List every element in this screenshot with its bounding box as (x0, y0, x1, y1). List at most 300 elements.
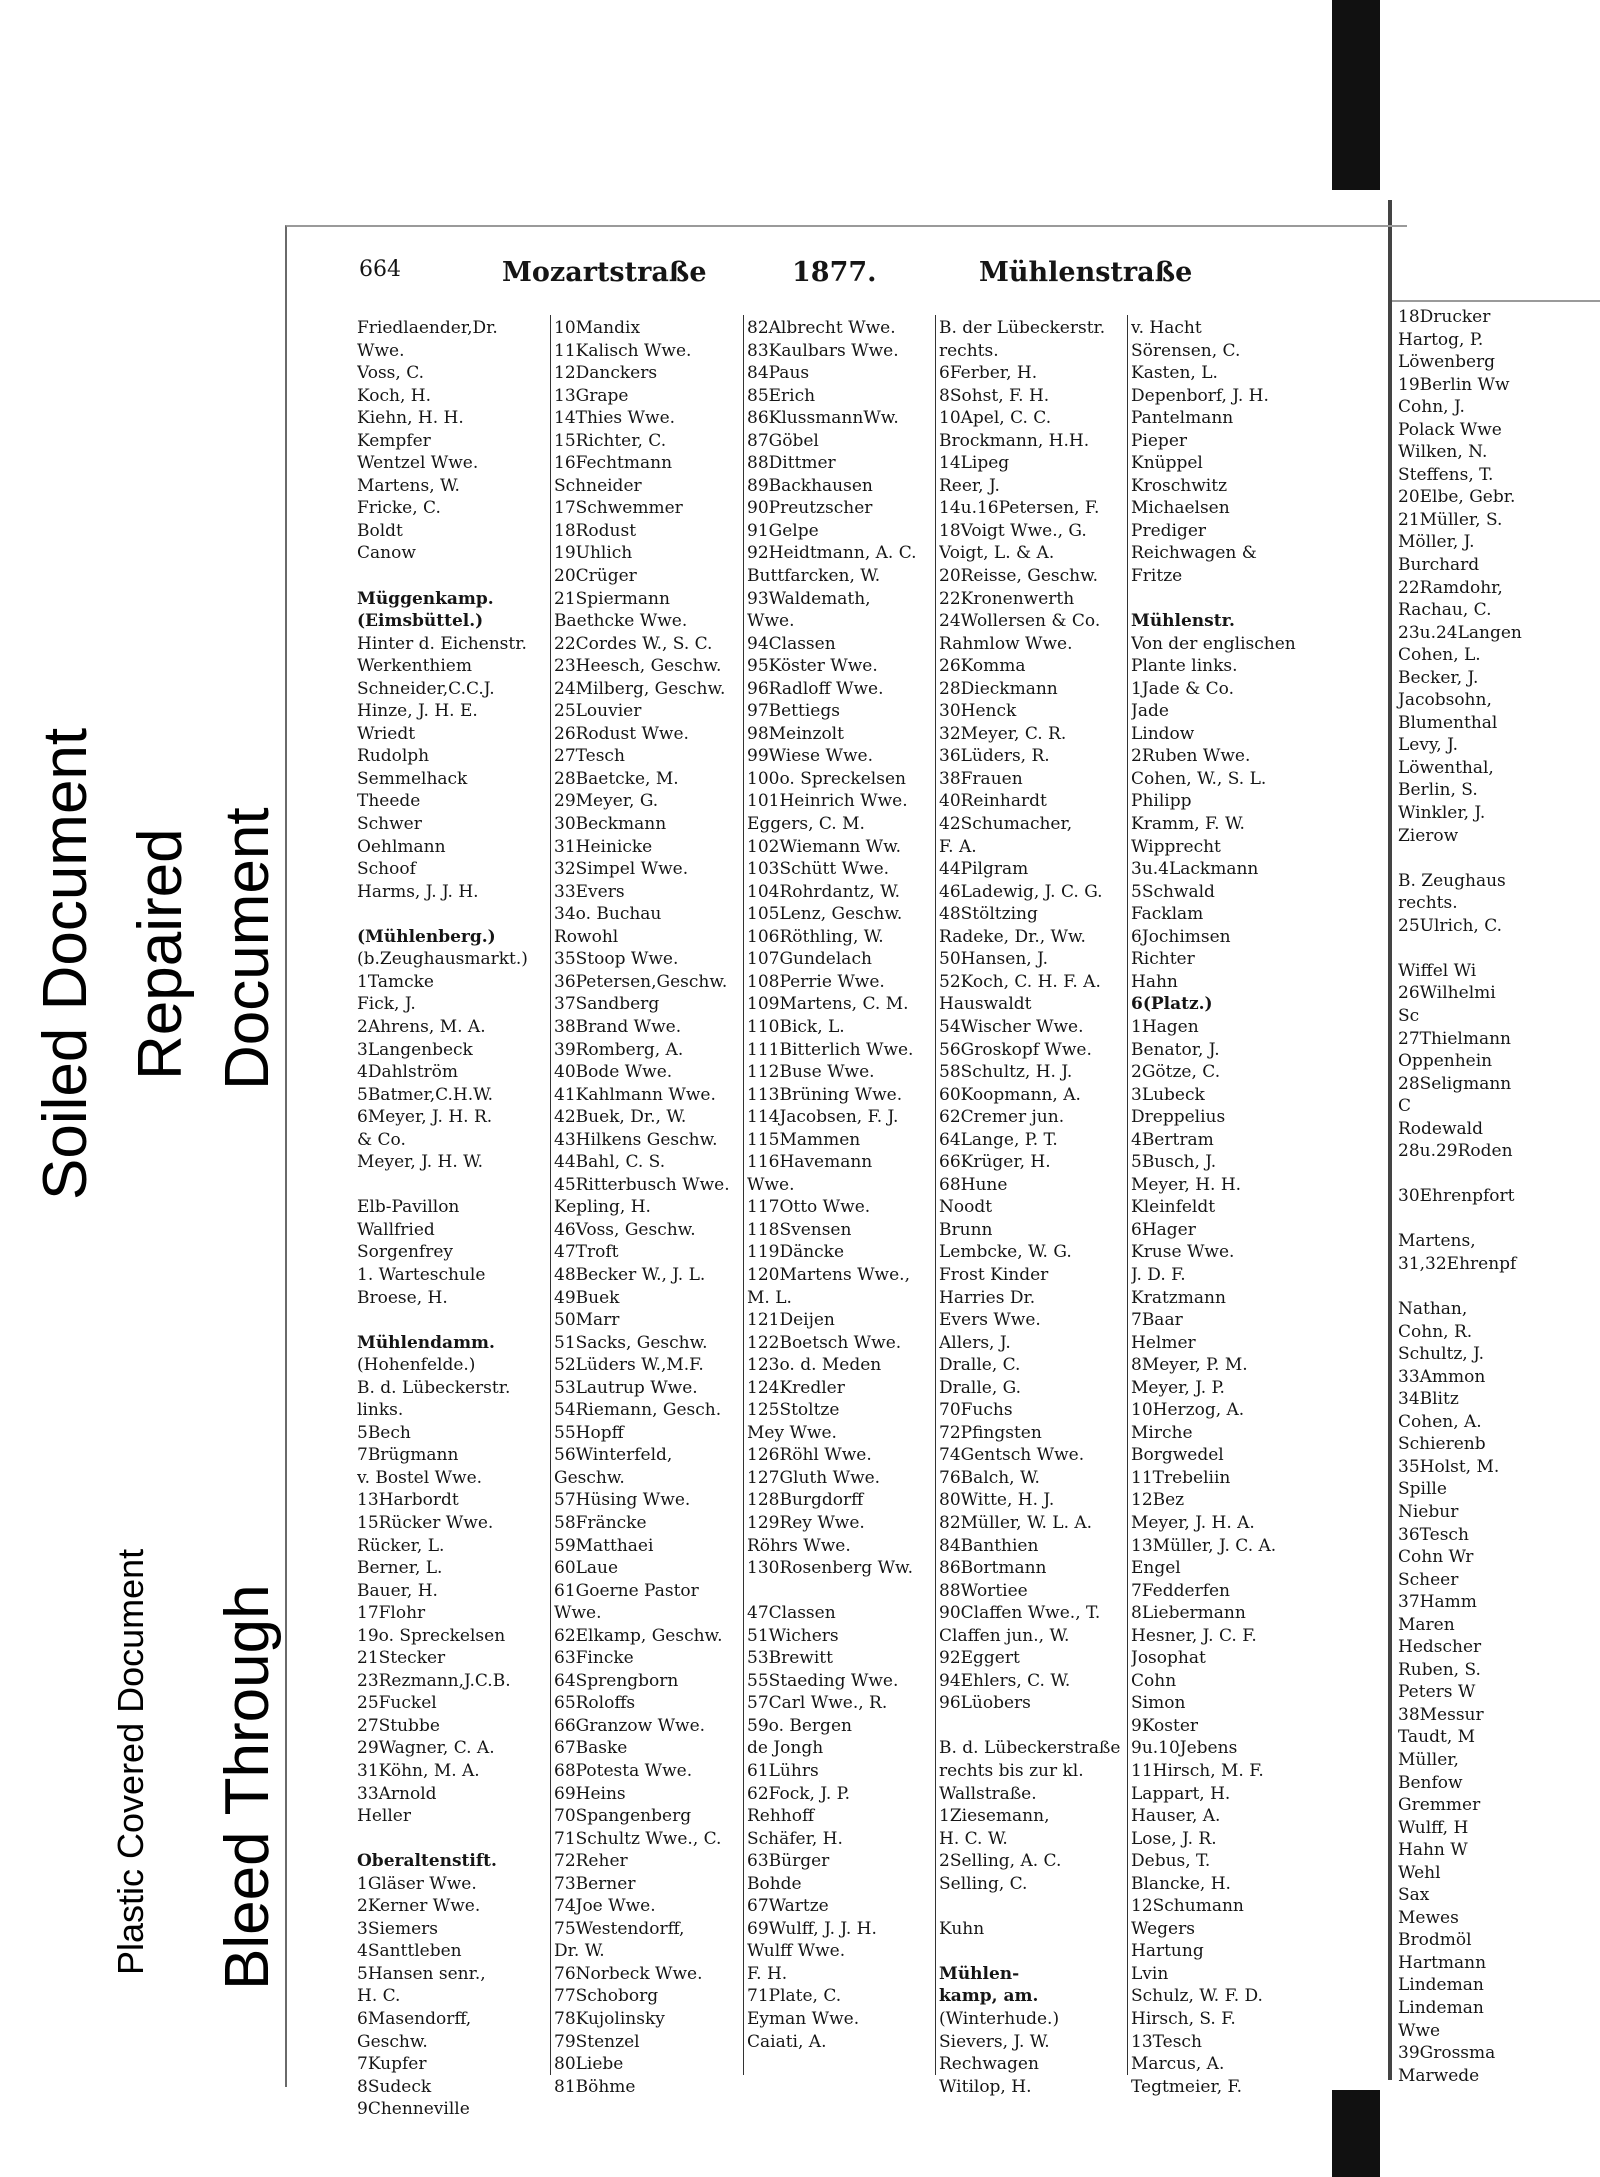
directory-entry: Prediger (1131, 520, 1207, 541)
facing-page-column (1398, 306, 1522, 2087)
directory-entry: 42Buek, Dr., W. (554, 1107, 687, 1128)
directory-entry: 59Matthaei (554, 1535, 654, 1556)
directory-entry: Meyer, H. H. (1131, 1174, 1242, 1195)
directory-entry: Kruse Wwe. (1131, 1242, 1235, 1263)
directory-entry: 100o. Spreckelsen (747, 768, 906, 789)
directory-entry: 43Hilkens Geschw. (554, 1129, 718, 1150)
directory-entry: 86KlussmannWw. (747, 408, 899, 429)
directory-entry: Wwe (1398, 2020, 1441, 2041)
directory-entry: 53Brewitt (747, 1648, 833, 1669)
directory-entry: Harms, J. J. H. (357, 881, 479, 902)
directory-entry: 33Arnold (357, 1783, 437, 1804)
directory-entry: 46Voss, Geschw. (554, 1219, 696, 1240)
repaired-label: Repaired (126, 828, 195, 1080)
directory-entry: 21Stecker (357, 1648, 446, 1669)
directory-entry: 54Riemann, Gesch. (554, 1400, 722, 1421)
directory-entry: F. A. (939, 836, 977, 857)
directory-entry: 48Becker W., J. L. (554, 1264, 706, 1285)
directory-entry: Schultz, J. (1398, 1344, 1484, 1365)
directory-entry: 14Thies Wwe. (554, 408, 676, 429)
directory-entry: 30Beckmann (554, 814, 667, 835)
directory-entry: 84Paus (747, 363, 810, 384)
directory-entry: 14Lipeg (939, 453, 1010, 474)
directory-entry: 23Rezmann,J.C.B. (357, 1670, 511, 1691)
directory-entry: 77Schoborg (554, 1986, 659, 2007)
directory-entry: 60Laue (554, 1558, 619, 1579)
directory-entry: 96Lüobers (939, 1693, 1031, 1714)
directory-entry: 70Fuchs (939, 1400, 1013, 1421)
directory-entry: Mirche (1131, 1422, 1193, 1443)
directory-entry: 69Heins (554, 1783, 626, 1804)
directory-entry: Benator, J. (1131, 1039, 1220, 1060)
directory-entry: Eyman Wwe. (747, 2009, 860, 2030)
directory-entry: 93Waldemath, (747, 588, 871, 609)
directory-entry: J. D. F. (1131, 1264, 1186, 1285)
directory-entry: Wipprecht (1131, 836, 1221, 857)
directory-entry: 31Heinicke (554, 836, 653, 857)
directory-entry: 71Plate, C. (747, 1986, 842, 2007)
directory-entry: Hirsch, S. F. (1131, 2009, 1236, 2030)
directory-entry: 82Müller, W. L. A. (939, 1512, 1093, 1533)
blank-line (1398, 1163, 1522, 1186)
directory-entry: 49Buek (554, 1287, 620, 1308)
directory-entry: 2Götze, C. (1131, 1062, 1221, 1083)
directory-entry: 6Ferber, H. (939, 363, 1038, 384)
directory-entry: Pantelmann (1131, 408, 1234, 429)
directory-entry: 124Kredler (747, 1377, 845, 1398)
directory-entry: Cohen, A. (1398, 1411, 1482, 1432)
directory-entry: 19Berlin Ww (1398, 374, 1510, 395)
directory-entry: Tegtmeier, F. (1131, 2076, 1243, 2097)
directory-column-1 (357, 317, 547, 2121)
directory-entry: 12Danckers (554, 363, 658, 384)
directory-entry: 66Krüger, H. (939, 1152, 1051, 1173)
directory-entry: Steffens, T. (1398, 464, 1494, 485)
directory-page (285, 225, 1407, 2120)
directory-entry: Meyer, J. H. A. (1131, 1512, 1255, 1533)
directory-entry: Lindow (1131, 723, 1195, 744)
directory-entry: Noodt (939, 1197, 993, 1218)
directory-entry: Oberaltenstift. (357, 1851, 497, 1872)
directory-entry: 105Lenz, Geschw. (747, 904, 903, 925)
directory-entry: 56Winterfeld, (554, 1445, 673, 1466)
bleed-through-label: Bleed Through (213, 1584, 282, 1990)
blank-line (747, 1580, 932, 1603)
directory-entry: Wiffel Wi (1398, 960, 1477, 981)
directory-entry: Lindeman (1398, 1975, 1484, 1996)
directory-entry: 2Ahrens, M. A. (357, 1016, 486, 1037)
directory-entry: Lappart, H. (1131, 1783, 1231, 1804)
directory-entry: 4Bertram (1131, 1129, 1214, 1150)
directory-entry: 18Voigt Wwe., G. (939, 520, 1087, 541)
directory-entry: 109Martens, C. M. (747, 994, 909, 1015)
directory-entry: (b.Zeughausmarkt.) (357, 949, 528, 970)
directory-entry: Debus, T. (1131, 1851, 1211, 1872)
directory-entry: Müller, (1398, 1750, 1459, 1770)
directory-entry: Rowohl (554, 926, 619, 947)
directory-entry: Meyer, J. H. W. (357, 1152, 484, 1173)
directory-entry: Dr. W. (554, 1941, 605, 1962)
directory-entry: 90Claffen Wwe., T. (939, 1603, 1101, 1624)
directory-entry: 118Svensen (747, 1219, 852, 1240)
directory-entry: 63Bürger (747, 1851, 830, 1872)
directory-entry: 13Harbordt (357, 1490, 459, 1511)
directory-entry: 104Rohrdantz, W. (747, 881, 901, 902)
directory-entry: Koch, H. (357, 385, 431, 406)
directory-entry: rechts. (939, 340, 999, 361)
blank-line (939, 1715, 1124, 1738)
directory-entry: 113Brüning Wwe. (747, 1084, 903, 1105)
directory-entry: Kuhn (939, 1918, 985, 1939)
directory-entry: 56Groskopf Wwe. (939, 1039, 1092, 1060)
directory-entry: 86Bortmann (939, 1558, 1047, 1579)
directory-entry: 82Albrecht Wwe. (747, 318, 896, 338)
directory-entry: Heller (357, 1806, 411, 1827)
directory-entry: 130Rosenberg Ww. (747, 1558, 913, 1579)
directory-entry: 21Spiermann (554, 588, 670, 609)
directory-entry: B. d. Lübeckerstr. (357, 1377, 511, 1398)
directory-entry: 26Komma (939, 656, 1026, 677)
directory-entry: 88Wortiee (939, 1580, 1028, 1601)
directory-entry: Richter (1131, 949, 1195, 970)
blank-line (939, 1940, 1124, 1963)
directory-entry: Reer, J. (939, 475, 1000, 496)
directory-entry: Oehlmann (357, 836, 446, 857)
directory-entry: Wulff Wwe. (747, 1941, 846, 1962)
directory-entry: Jacobsohn, (1398, 690, 1492, 711)
directory-entry: Polack Wwe (1398, 419, 1502, 440)
blank-line (939, 1895, 1124, 1918)
directory-entry: 76Norbeck Wwe. (554, 1963, 703, 1984)
directory-entry: Mühlen- (939, 1963, 1020, 1984)
directory-entry: 38Brand Wwe. (554, 1016, 682, 1037)
directory-entry: Schneider (554, 475, 642, 496)
directory-entry: 126Röhl Wwe. (747, 1445, 872, 1466)
directory-entry: Theede (357, 791, 421, 812)
directory-column-5 (1131, 317, 1321, 2098)
directory-entry: 28Baetcke, M. (554, 768, 679, 789)
directory-entry: Hinter d. Eichenstr. (357, 633, 527, 654)
directory-column-3 (747, 317, 932, 2053)
directory-entry: 5Hansen senr., (357, 1963, 486, 1984)
directory-entry: 63Fincke (554, 1648, 634, 1669)
directory-entry: M. L. (747, 1287, 792, 1308)
directory-entry: Hahn (1131, 971, 1178, 992)
directory-entry: 107Gundelach (747, 949, 872, 970)
directory-entry: Jade (1131, 701, 1169, 722)
directory-entry: 96Radloff Wwe. (747, 678, 884, 699)
directory-entry: 95Köster Wwe. (747, 656, 878, 677)
directory-entry: Facklam (1131, 904, 1204, 925)
directory-entry: Maren (1398, 1614, 1455, 1635)
directory-entry: Löwenberg (1398, 352, 1496, 373)
directory-entry: Cohn, R. (1398, 1321, 1473, 1342)
blank-line (357, 1828, 547, 1851)
directory-entry: 6(Platz.) (1131, 994, 1213, 1015)
directory-entry: 18Rodust (554, 520, 637, 541)
directory-entry: 33Ammon (1398, 1366, 1486, 1387)
directory-entry: 72Pfingsten (939, 1422, 1042, 1443)
directory-entry: Mewes (1398, 1907, 1459, 1928)
right-running-title: Mühlenstraße (979, 257, 1193, 288)
document-label: Document (213, 807, 282, 1090)
directory-entry: Martens, (1398, 1231, 1476, 1252)
blank-line (1131, 588, 1321, 611)
directory-entry: 3Lubeck (1131, 1084, 1205, 1105)
directory-entry: 14u.16Petersen, F. (939, 498, 1100, 519)
directory-entry: 85Erich (747, 385, 816, 406)
directory-entry: 69Wulff, J. J. H. (747, 1918, 877, 1939)
directory-entry: 36Lüders, R. (939, 746, 1050, 767)
directory-entry: Hartmann (1398, 1952, 1487, 1973)
directory-entry: 1Jade & Co. (1131, 678, 1234, 699)
directory-entry: 10Apel, C. C. (939, 408, 1052, 429)
directory-entry: 40Reinhardt (939, 791, 1047, 812)
directory-entry: Von der englischen (1131, 633, 1296, 654)
directory-entry: Cohen, L. (1398, 645, 1481, 666)
directory-entry: Lvin (1131, 1963, 1169, 1984)
directory-entry: 29Meyer, G. (554, 791, 659, 812)
directory-entry: Kempfer (357, 430, 431, 451)
directory-entry: 76Balch, W. (939, 1467, 1040, 1488)
directory-entry: Depenborf, J. H. (1131, 385, 1269, 406)
directory-entry: 23u.24Langen (1398, 622, 1522, 643)
directory-entry: 121Deijen (747, 1310, 835, 1331)
directory-entry: 1Hagen (1131, 1016, 1199, 1037)
directory-entry: 65Roloffs (554, 1693, 636, 1714)
directory-entry: Wegers (1131, 1918, 1195, 1939)
directory-entry: 67Baske (554, 1738, 628, 1759)
directory-entry: 55Staeding Wwe. (747, 1670, 899, 1691)
directory-entry: 50Hansen, J. (939, 949, 1048, 970)
directory-entry: Brockmann, H.H. (939, 430, 1090, 451)
directory-entry: Rudolph (357, 746, 430, 767)
directory-entry: 99Wiese Wwe. (747, 746, 873, 767)
directory-entry: 4Dahlström (357, 1062, 459, 1083)
column-rule (550, 315, 551, 2075)
directory-entry: 20Crüger (554, 566, 637, 587)
directory-entry: 44Bahl, C. S. (554, 1152, 666, 1173)
directory-entry: 7Kupfer (357, 2054, 427, 2075)
directory-entry: Josophat (1131, 1648, 1206, 1669)
directory-entry: 13Grape (554, 385, 629, 406)
directory-entry: 59o. Bergen (747, 1715, 852, 1736)
directory-entry: 46Ladewig, J. C. G. (939, 881, 1103, 902)
directory-entry: Blumenthal (1398, 712, 1498, 733)
directory-entry: Wriedt (357, 723, 416, 744)
directory-entry: 89Backhausen (747, 475, 873, 496)
directory-entry: Hinze, J. H. E. (357, 701, 478, 722)
directory-entry: 40Bode Wwe. (554, 1062, 673, 1083)
directory-entry: 51Wichers (747, 1625, 839, 1646)
directory-entry: Dralle, C. (939, 1355, 1021, 1376)
directory-entry: 11Kalisch Wwe. (554, 340, 692, 361)
directory-entry: 25Ulrich, C. (1398, 915, 1503, 936)
directory-entry: Cohn, J. (1398, 397, 1465, 418)
directory-entry: Voss, C. (357, 363, 425, 384)
directory-entry: Levy, J. (1398, 735, 1459, 756)
blank-line (357, 1309, 547, 1332)
directory-entry: 31Köhn, M. A. (357, 1761, 480, 1781)
directory-entry: Kiehn, H. H. (357, 408, 464, 429)
directory-entry: Simon (1131, 1693, 1186, 1714)
directory-entry: Kratzmann (1131, 1287, 1226, 1308)
directory-entry: 116Havemann (747, 1152, 873, 1173)
directory-entry: Kepling, H. (554, 1197, 651, 1218)
directory-entry: 27Thielmann (1398, 1028, 1512, 1049)
directory-entry: Dralle, G. (939, 1377, 1022, 1398)
directory-entry: 9Koster (1131, 1715, 1199, 1736)
directory-entry: 67Wartze (747, 1896, 829, 1917)
directory-entry: Radeke, Dr., Ww. (939, 926, 1086, 947)
directory-entry: H. C. W. (939, 1828, 1008, 1849)
directory-entry: Peters W (1398, 1682, 1476, 1703)
directory-entry: B. Zeughaus (1398, 870, 1506, 891)
directory-entry: Lembcke, W. G. (939, 1242, 1072, 1263)
directory-entry: rechts bis zur kl. (939, 1761, 1084, 1781)
directory-entry: 47Classen (747, 1603, 836, 1624)
directory-entry: Boldt (357, 520, 403, 541)
directory-entry: Harries Dr. (939, 1287, 1036, 1308)
directory-entry: Röhrs Wwe. (747, 1535, 851, 1556)
directory-entry: v. Hacht (1131, 318, 1202, 338)
directory-entry: 115Mammen (747, 1129, 861, 1150)
directory-entry: 18Drucker (1398, 307, 1491, 327)
directory-entry: 15Richter, C. (554, 430, 667, 451)
directory-entry: 70Spangenberg (554, 1806, 692, 1827)
directory-entry: 52Koch, C. H. F. A. (939, 971, 1101, 992)
directory-entry: 25Fuckel (357, 1693, 437, 1714)
directory-entry: 4Santtleben (357, 1941, 462, 1962)
directory-entry: Eggers, C. M. (747, 814, 865, 835)
directory-entry: Scheer (1398, 1569, 1459, 1590)
directory-entry: Frost Kinder (939, 1264, 1049, 1285)
directory-entry: Kroschwitz (1131, 475, 1228, 496)
directory-entry: kamp, am. (939, 1986, 1039, 2007)
directory-entry: Michaelsen (1131, 498, 1230, 519)
directory-entry: 3Langenbeck (357, 1039, 473, 1060)
directory-entry: 73Berner (554, 1873, 636, 1894)
directory-entry: 87Göbel (747, 430, 819, 451)
directory-entry: Elb-Pavillon (357, 1197, 460, 1218)
directory-entry: Benfow (1398, 1772, 1463, 1793)
directory-entry: Schierenb (1398, 1434, 1486, 1455)
directory-entry: Sievers, J. W. (939, 2031, 1050, 2052)
directory-entry: 55Hopff (554, 1422, 624, 1443)
directory-entry: 94Classen (747, 633, 836, 654)
directory-entry: 7Fedderfen (1131, 1580, 1230, 1601)
blank-line (1398, 1208, 1522, 1231)
directory-entry: Friedlaender,Dr. (357, 318, 498, 338)
directory-entry: Geschw. (554, 1467, 625, 1488)
directory-entry: 81Böhme (554, 2076, 636, 2097)
directory-entry: 38Frauen (939, 768, 1023, 789)
column-rule (743, 315, 744, 2075)
directory-entry: Voigt, L. & A. (939, 543, 1055, 564)
directory-entry: 60Koopmann, A. (939, 1084, 1081, 1105)
directory-entry: Hedscher (1398, 1637, 1482, 1658)
directory-entry: Kleinfeldt (1131, 1197, 1216, 1218)
soiled-document-label: Soiled Document (31, 727, 100, 1200)
directory-entry: Müggenkamp. (357, 588, 494, 609)
directory-entry: 30Henck (939, 701, 1017, 722)
directory-entry: 5Bech (357, 1422, 411, 1443)
directory-entry: links. (357, 1400, 404, 1421)
directory-entry: 1. Warteschule (357, 1264, 486, 1285)
directory-entry: & Co. (357, 1129, 406, 1150)
directory-entry: 35Stoop Wwe. (554, 949, 679, 970)
directory-entry: 120Martens Wwe., (747, 1264, 910, 1285)
directory-entry: Buttfarcken, W. (747, 566, 881, 587)
directory-entry: 16Fechtmann (554, 453, 673, 474)
directory-entry: 117Otto Wwe. (747, 1197, 871, 1218)
directory-entry: 10Herzog, A. (1131, 1400, 1245, 1421)
directory-entry: 37Sandberg (554, 994, 660, 1015)
directory-entry: 5Busch, J. (1131, 1152, 1217, 1173)
directory-entry: 27Stubbe (357, 1715, 440, 1736)
directory-entry: Wehl (1398, 1862, 1441, 1883)
directory-entry: Wallstraße. (939, 1783, 1037, 1804)
side-labels (0, 0, 290, 2177)
directory-entry: Caiati, A. (747, 2031, 827, 2052)
directory-entry: 11Hirsch, M. F. (1131, 1761, 1264, 1781)
directory-entry: 127Gluth Wwe. (747, 1467, 881, 1488)
directory-entry: Blancke, H. (1131, 1873, 1231, 1894)
directory-entry: Borgwedel (1131, 1445, 1224, 1466)
directory-entry: Schäfer, H. (747, 1828, 843, 1849)
directory-entry: 2Ruben Wwe. (1131, 746, 1251, 767)
directory-entry: Engel (1131, 1558, 1181, 1579)
directory-entry: 114Jacobsen, F. J. (747, 1107, 899, 1128)
directory-entry: 68Hune (939, 1174, 1008, 1195)
directory-entry: Wentzel Wwe. (357, 453, 479, 474)
directory-entry: 19o. Spreckelsen (357, 1625, 506, 1646)
directory-entry: Kasten, L. (1131, 363, 1218, 384)
directory-column-4 (939, 317, 1124, 2098)
directory-entry: 17Flohr (357, 1603, 426, 1624)
directory-entry: Spille (1398, 1479, 1447, 1500)
directory-entry: H. C. (357, 1986, 401, 2007)
directory-entry: 20Elbe, Gebr. (1398, 487, 1516, 508)
directory-entry: Helmer (1131, 1332, 1196, 1353)
directory-entry: 84Banthien (939, 1535, 1039, 1556)
directory-entry: 119Däncke (747, 1242, 845, 1263)
directory-entry: Mey Wwe. (747, 1422, 837, 1443)
directory-entry: 22Kronenwerth (939, 588, 1075, 609)
directory-entry: 74Joe Wwe. (554, 1896, 656, 1917)
directory-entry: 61Goerne Pastor (554, 1580, 699, 1601)
directory-entry: Schulz, W. F. D. (1131, 1986, 1263, 2007)
directory-entry: 125Stoltze (747, 1400, 840, 1421)
directory-entry: Werkenthiem (357, 656, 472, 677)
directory-entry: 32Meyer, C. R. (939, 723, 1067, 744)
directory-entry: 50Marr (554, 1310, 620, 1331)
directory-entry: Wilken, N. (1398, 442, 1488, 463)
directory-entry: 20Reisse, Geschw. (939, 566, 1099, 587)
directory-entry: Bohde (747, 1873, 802, 1894)
plastic-covered-label: Plastic Covered Document (110, 1548, 151, 1975)
directory-entry: 12Bez (1131, 1490, 1185, 1511)
directory-entry: 90Preutzscher (747, 498, 873, 519)
directory-entry: Niebur (1398, 1501, 1459, 1522)
directory-entry: 36Petersen,Geschw. (554, 971, 728, 992)
directory-entry: Semmelhack (357, 768, 468, 789)
directory-entry: 94Ehlers, C. W. (939, 1670, 1071, 1691)
directory-entry: 35Holst, M. (1398, 1456, 1500, 1477)
directory-entry: Broese, H. (357, 1287, 448, 1308)
directory-entry: 102Wiemann Ww. (747, 836, 902, 857)
directory-entry: 9u.10Jebens (1131, 1738, 1238, 1759)
